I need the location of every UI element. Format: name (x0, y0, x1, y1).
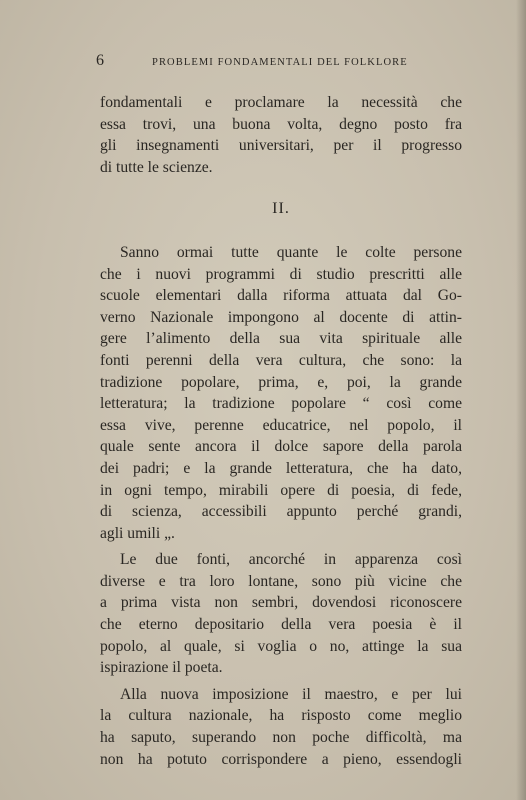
text-line: che i nuovi programmi di studio prescritti alle (100, 265, 462, 283)
paragraph (100, 684, 462, 770)
text-line: fondamentali e proclamare la necessità che (100, 94, 462, 111)
page-edge-shadow (516, 0, 526, 800)
text-line: Sanno ormai tutte quante le colte persone (120, 243, 462, 261)
text-line: di tutte le scienze. (100, 158, 213, 176)
text-line: non ha potuto corrispondere a pieno, essendogli (100, 750, 462, 768)
text-line: essa trovi, una buona volta, degno posto fra (100, 115, 462, 133)
body-text (100, 92, 462, 770)
text-line: dei padri; e la grande letteratura, che ha dato, (100, 459, 462, 477)
text-line: essa vive, perenne educatrice, nel popolo, il (100, 416, 462, 434)
text-line: ispirazione il poeta. (100, 659, 223, 677)
text-line: popolo, al quale, si voglia o no, attinge la sua (100, 637, 462, 655)
page-header (96, 52, 426, 72)
text-line: fonti perenni della vera cultura, che sono: la (100, 351, 462, 369)
text-line: gli insegnamenti universitari, per il progresso (100, 137, 462, 155)
text-line: diverse e tra loro lontane, sono più vicine che (100, 572, 462, 590)
text-line: tradizione popolare, prima, e, poi, la grande (100, 373, 462, 391)
text-line: agli umili „. (100, 524, 175, 542)
text-line: ha saputo, superando non poche difficoltà, ma (100, 729, 462, 747)
text-line: di scienza, accessibili appunto perché grandi, (100, 503, 462, 521)
paragraph (100, 242, 462, 544)
text-line: gere l’alimento della sua vita spirituale alle (100, 330, 462, 348)
text-line: che eterno depositario della vera poesia è il (100, 616, 462, 634)
text-line: a prima vista non sembri, dovendosi riconoscere (100, 594, 462, 612)
text-line: verno Nazionale impongono al docente di attin- (100, 308, 462, 326)
text-line: quale sente ancora il dolce sapore della parola (100, 438, 462, 456)
text-line: Le due fonti, ancorché in apparenza così (120, 551, 462, 569)
running-head: PROBLEMI FONDAMENTALI DEL FOLKLORE (152, 57, 408, 68)
text-line: Alla nuova imposizione il maestro, e per lui (120, 685, 462, 703)
text-line: scuole elementari dalla riforma attuata dal Go- (100, 287, 462, 305)
page-number: 6 (96, 52, 104, 69)
section-heading: II. (272, 200, 290, 218)
text-line: letteratura; la tradizione popolare “ così come (100, 395, 462, 413)
text-line: in ogni tempo, mirabili opere di poesia, di fede, (100, 481, 462, 499)
paragraph-continued (100, 92, 462, 178)
paragraph (100, 549, 462, 679)
text-line: la cultura nazionale, ha risposto come meglio (100, 707, 462, 725)
